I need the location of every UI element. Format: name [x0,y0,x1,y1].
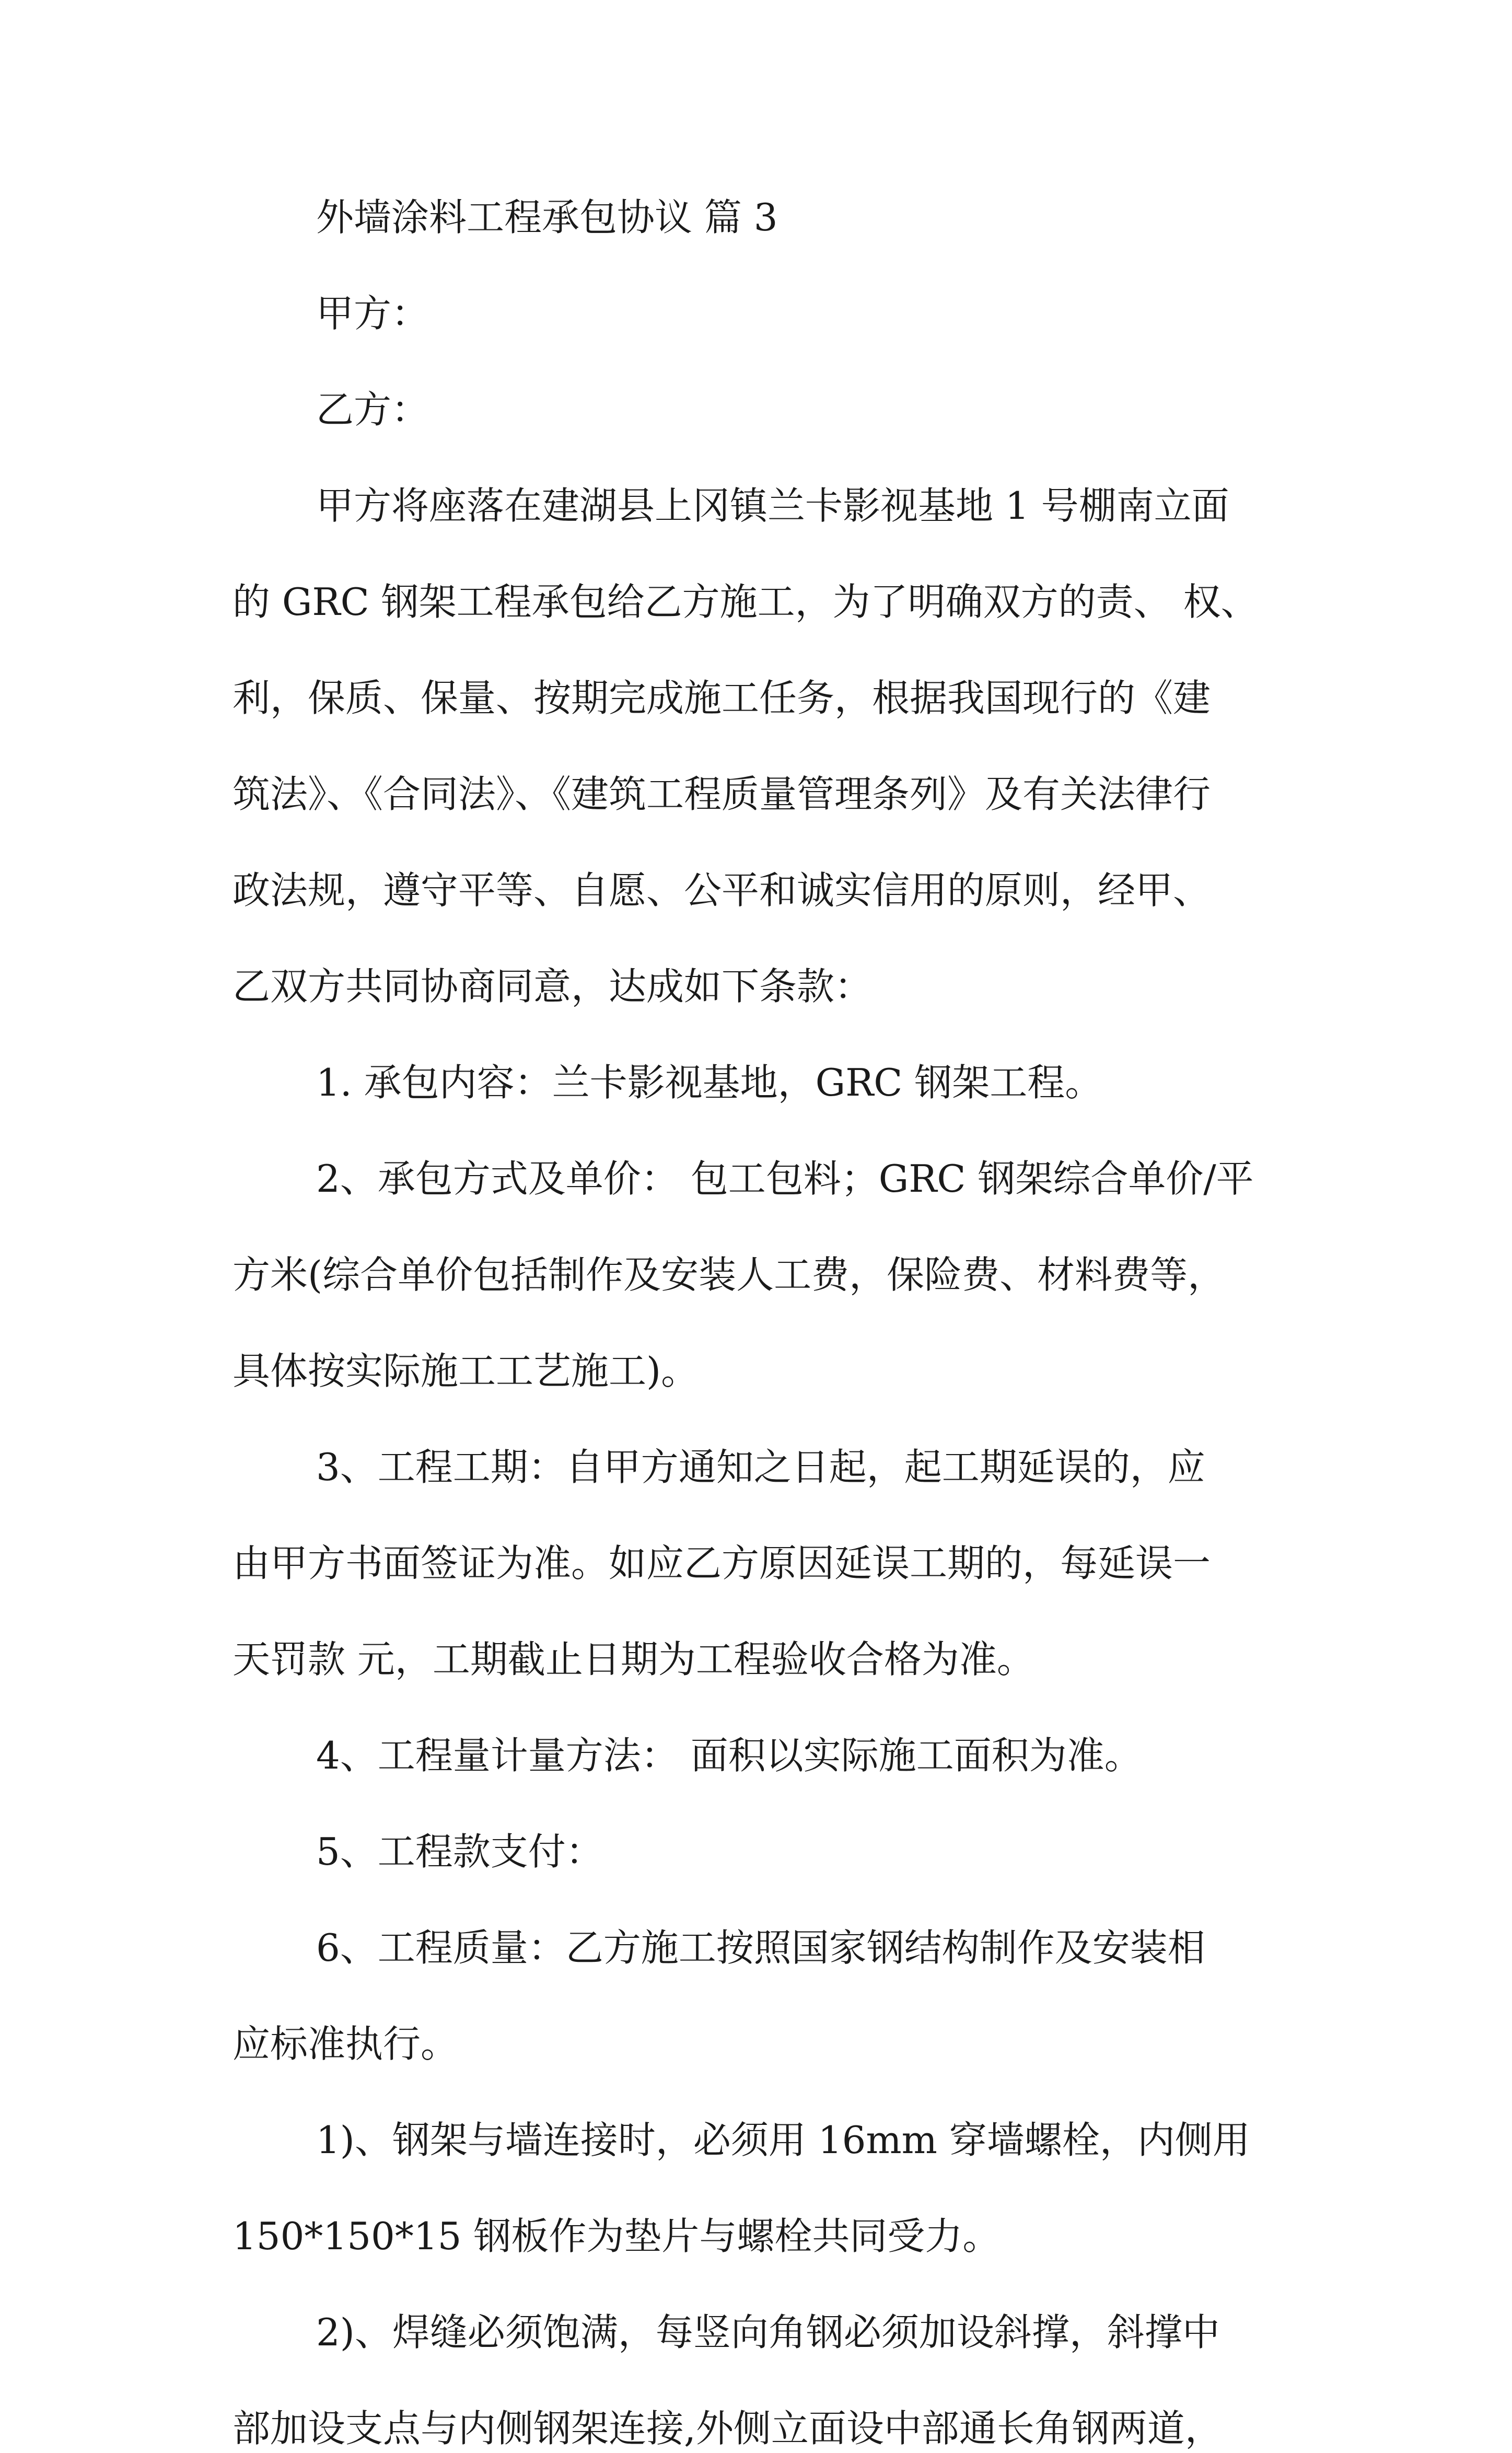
paragraph-intro [232,482,1290,1059]
document-title: 外墙涂料工程承包协议 篇 3 [316,195,778,239]
clause-1 [232,1059,1290,1155]
clause-6 [232,1924,1290,2116]
paragraph-line: 利，保质、保量、按期完成施工任务，根据我国现行的《建 [232,676,1211,720]
paragraph-line: 乙双方共同协商同意，达成如下条款： [232,964,873,1008]
paragraph-line: 150*150*15 钢板作为垫片与螺栓共同受力。 [232,2214,1001,2258]
paragraph-line: 部加设支点与内侧钢架连接,外侧立面设中部通长角钢两道， [232,2407,1223,2450]
paragraph-line: 政法规，遵守平等、自愿、公平和诚实信用的原则，经甲、 [232,868,1211,912]
paragraph-line: 具体按实际施工工艺施工)。 [232,1349,699,1393]
clause-4 [232,1731,1290,1828]
paragraph-line: 4、工程量计量方法： 面积以实际施工面积为准。 [316,1734,1142,1777]
paragraph-line: 的 GRC 钢架工程承包给乙方施工，为了明确双方的责、 权、 [232,580,1259,624]
paragraph-line: 5、工程款支付： [316,1830,603,1874]
clause-6-item-1 [232,2116,1290,2308]
paragraph-line: 2、承包方式及单价： 包工包料；GRC 钢架综合单价/平 [316,1157,1254,1201]
clause-6-item-2 [232,2308,1290,2453]
paragraph-line: 天罚款 元，工期截止日期为工程验收合格为准。 [232,1637,1034,1681]
paragraph-line: 1)、钢架与墙连接时，必须用 16mm 穿墙螺栓，内侧用 [316,2118,1250,2162]
paragraph-line: 筑法》、《合同法》、《建筑工程质量管理条列》及有关法律行 [232,772,1211,816]
paragraph-line: 3、工程工期：自甲方通知之日起，起工期延误的，应 [316,1445,1205,1489]
party-a-label: 甲方： [316,292,429,335]
paragraph-line: 1. 承包内容：兰卡影视基地，GRC 钢架工程。 [316,1061,1103,1105]
clause-3 [232,1443,1290,1731]
paragraph-line: 应标准执行。 [232,2022,459,2066]
clause-5 [232,1828,1290,1924]
clause-2 [232,1155,1290,1443]
paragraph-line: 方米(综合单价包括制作及安装人工费，保险费、材料费等， [232,1253,1226,1297]
paragraph-line: 由甲方书面签证为准。如应乙方原因延误工期的，每延误一 [232,1541,1211,1585]
document-body [232,193,1290,2453]
party-b-label: 乙方： [316,388,429,432]
paragraph-line: 甲方将座落在建湖县上冈镇兰卡影视基地 1 号棚南立面 [316,484,1229,528]
paragraph-line: 2)、焊缝必须饱满，每竖向角钢必须加设斜撑，斜撑中 [316,2310,1220,2354]
paragraph-line: 6、工程质量：乙方施工按照国家钢结构制作及安装相 [316,1926,1205,1970]
